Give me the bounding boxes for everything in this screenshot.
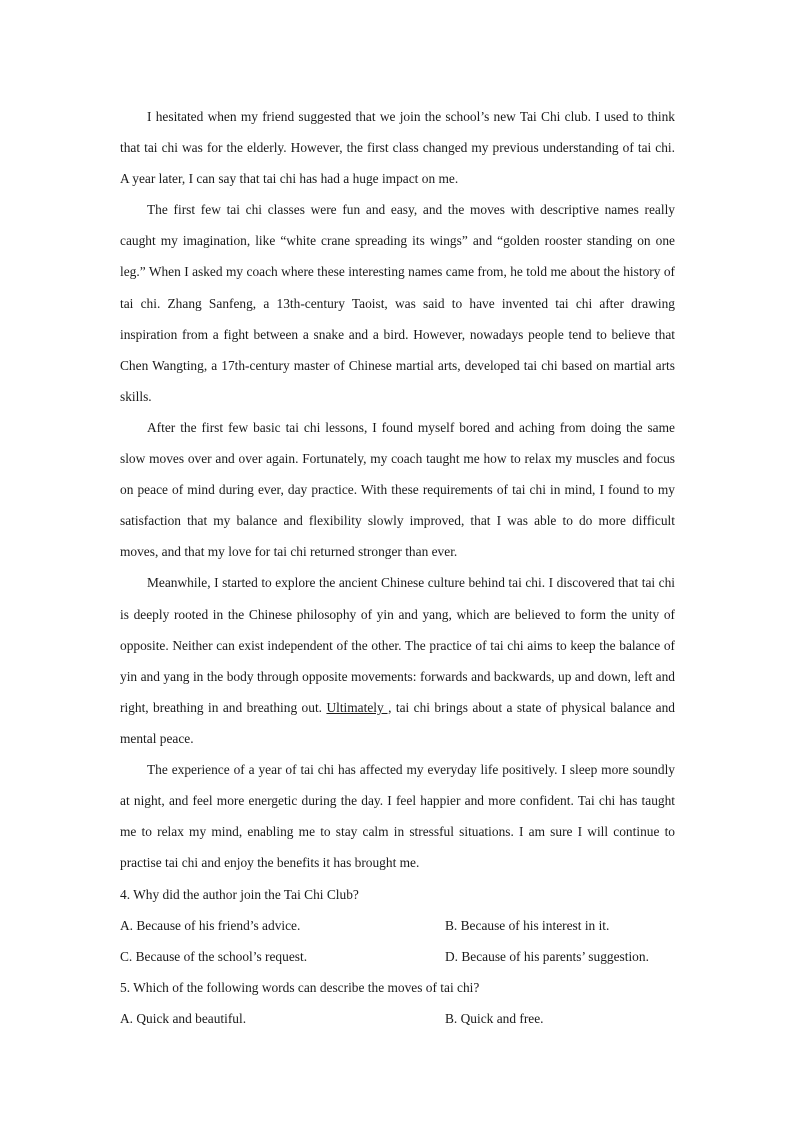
- question-4: [120, 879, 680, 972]
- option-b: B. Because of his interest in it.: [445, 918, 610, 934]
- paragraph-4-text-before: Meanwhile, I started to explore the ancient Chinese culture behind tai chi. I discovered that tai chi is deeply rooted in the Chinese philosophy of yin and yang, which are believed to form the unity of opposite. Neither can exist independent of the other. The practice of tai chi aims to keep the balance of yin and yang in the body through opposite movements: forwards and backwards, up and down, left and right, breathing in and breathing out.: [120, 575, 675, 715]
- paragraph-4-text-after: tai chi brings about a state of physical balance and mental peace.: [120, 699, 675, 746]
- options-row: [120, 910, 680, 941]
- option-a: A. Because of his friend’s advice.: [120, 918, 301, 934]
- option-c: C. Because of the school’s request.: [120, 949, 308, 965]
- question-5: [120, 972, 680, 1034]
- options-row: [120, 941, 680, 972]
- paragraph-2: The first few tai chi classes were fun and easy, and the moves with descriptive names really caught my imagination, like “white crane spreading its wings” and “golden rooster standing on one leg.” When I asked my coach where these interesting names came from, he told me about the history of tai chi. Zhang Sanfeng, a 13th-century Taoist, was said to have invented tai chi after drawing inspiration from a fight between a snake and a bird. However, nowadays people tend to believe that Chen Wangting, a 17th-century master of Chinese martial arts, developed tai chi based on martial arts skills.: [120, 202, 675, 404]
- paragraph-5: The experience of a year of tai chi has affected my everyday life positively. I sleep more soundly at night, and feel more energetic during the day. I feel happier and more confident. Tai chi has taught me to relax my mind, enabling me to stay calm in stressful situations. I am sure I will continue to practise tai chi and enjoy the benefits it has brought me.: [120, 761, 675, 871]
- question-stem: 5. Which of the following words can describe the moves of tai chi?: [120, 980, 480, 996]
- options-row: [120, 1003, 680, 1034]
- paragraph-1: I hesitated when my friend suggested that we join the school’s new Tai Chi club. I used to think that tai chi was for the elderly. However, the first class changed my previous understanding of tai chi. A year later, I can say that tai chi has had a huge impact on me.: [120, 109, 675, 187]
- option-b: B. Quick and free.: [445, 1011, 544, 1027]
- option-d: D. Because of his parents’ suggestion.: [445, 949, 649, 965]
- reading-passage: [120, 101, 675, 878]
- paragraph-3: After the first few basic tai chi lessons, I found myself bored and aching from doing the same slow moves over and over again. Fortunately, my coach taught me how to relax my muscles and focus on peace of mind during ever, day practice. With these requirements of tai chi in mind, I found to my satisfaction that my balance and flexibility slowly improved, that I was able to do more difficult moves, and that my love for tai chi returned stronger than ever.: [120, 419, 675, 560]
- underlined-word-ultimately: Ultimately ,: [326, 699, 392, 715]
- question-stem: 4. Why did the author join the Tai Chi Club?: [120, 887, 359, 902]
- paragraph-4: [120, 567, 675, 754]
- option-a: A. Quick and beautiful.: [120, 1011, 247, 1027]
- question-section: [120, 879, 680, 1034]
